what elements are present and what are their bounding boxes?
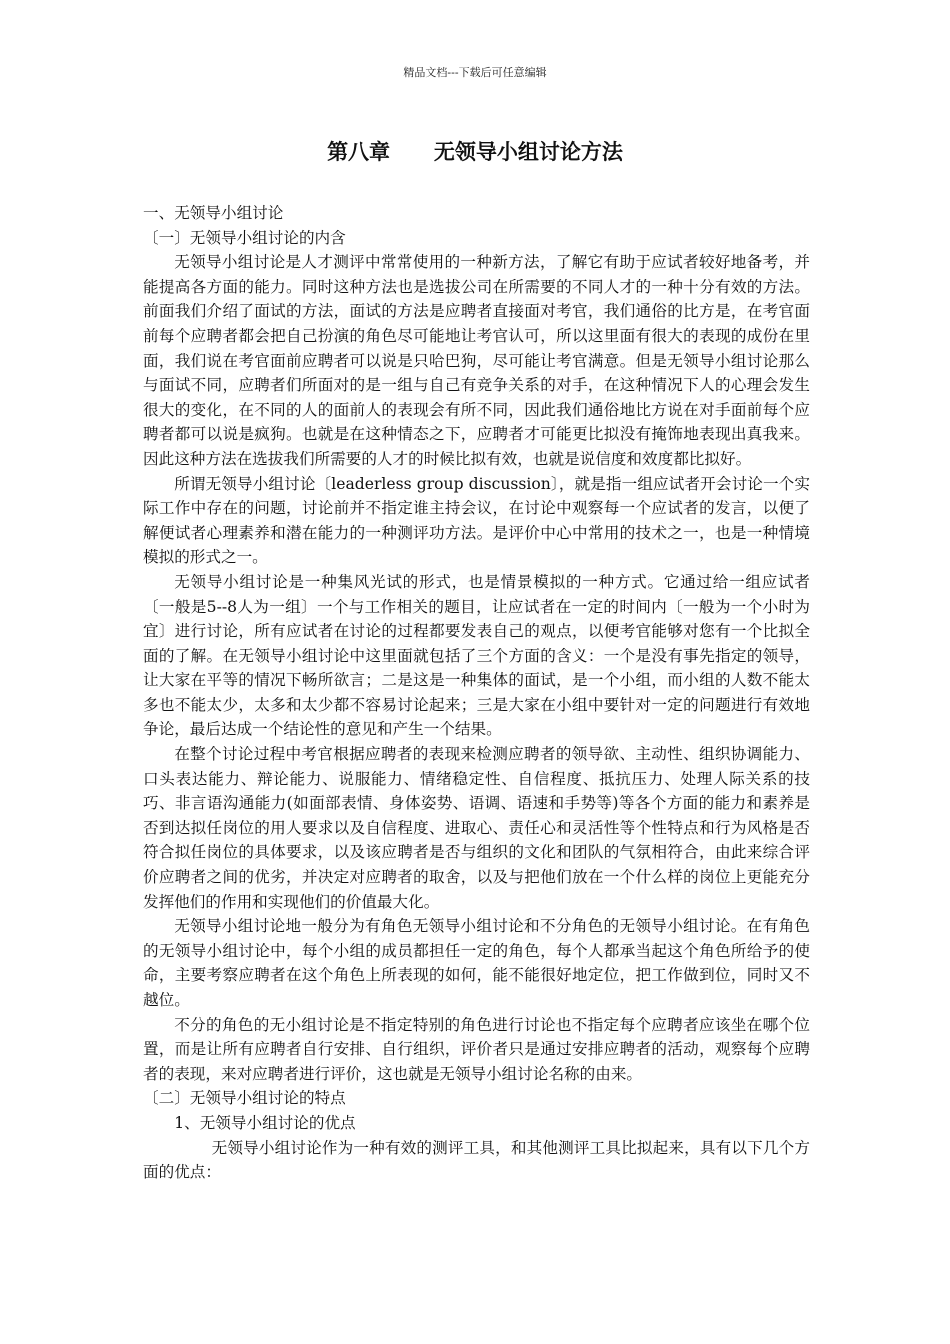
paragraph: 所谓无领导小组讨论〔leaderless group discussion〕，就是指一组应试者开会讨论一个实际工作中存在的问题，讨论前并不指定谁主持会议，在讨论中观察每一个应试者的发言，以便了解便试者心理素养和潜在能力的一种测评功方法。是评价中心中常用的技术之一，也是一种情境模拟的形式之一。	[143, 474, 810, 567]
paragraph: 无领导小组讨论地一般分为有角色无领导小组讨论和不分角色的无领导小组讨论。在有角色的无领导小组讨论中，每个小组的成员都担任一定的角色，每个人都承当起这个角色所给予的使命，主要考察应聘者在这个角色上所表现的如何，能不能很好地定位，把工作做到位，同时又不越位。	[143, 917, 810, 1009]
document-body	[143, 201, 810, 1185]
paragraph: 不分的角色的无小组讨论是不指定特别的角色进行讨论也不指定每个应聘者应该坐在哪个位置，而是让所有应聘者自行安排、自行组织，评价者只是通过安排应聘者的活动，观察每个应聘者的表现，来对应聘者进行评价，这也就是无领导小组讨论名称的由来。	[143, 1015, 810, 1083]
section-heading: 一、无领导小组讨论	[143, 204, 284, 222]
paragraph: 无领导小组讨论是人才测评中常常使用的一种新方法，了解它有助于应试者较好地备考，并能提高各方面的能力。同时这种方法也是选拔公司在所需要的不同人才的一种十分有效的方法。前面我们介绍了面试的方法，面试的方法是应聘者直接面对考官，我们通俗的比方是，在考官面前每个应聘者都会把自己扮演的角色尽可能地让考官认可，所以这里面有很大的表现的成份在里面，我们说在考官面前应聘者可以说是只哈巴狗，尽可能让考官满意。但是无领导小组讨论那么与面试不同，应聘者们所面对的是一组与自己有竞争关系的对手，在这种情况下人的心理会发生很大的变化，在不同的人的面前人的表现会有所不同，因此我们通俗地比方说在对手面前每个应聘者都可以说是疯狗。也就是在这种情态之下，应聘者才可能更比拟没有掩饰地表现出真我来。因此这种方法在选拔我们所需要的人才的时候比拟有效，也就是说信度和效度都比拟好。	[143, 253, 810, 468]
subsection-heading: 〔一〕无领导小组讨论的内含	[143, 228, 346, 247]
subsection-heading: 〔二〕无领导小组讨论的特点	[143, 1089, 346, 1108]
paragraph: 无领导小组讨论是一种集风光试的形式，也是情景模拟的一种方式。它通过给一组应试者〔一般是5--8人为一组〕一个与工作相关的题目，让应试者在一定的时间内〔一般为一个小时为宜〕进行讨论，所有应试者在讨论的过程都要发表自己的观点，以便考官能够对您有一个比拟全面的了解。在无领导小组讨论中这里面就包括了三个方面的含义：一个是没有事先指定的领导，让大家在平等的情况下畅所欲言；二是这是一种集体的面试，是一个小组，而小组的人数不能太多也不能太少，太多和太少都不容易讨论起来；三是大家在小组中要针对一定的问题进行有效地争论，最后达成一个结论性的意见和产生一个结果。	[143, 572, 810, 739]
chapter-title: 第八章 无领导小组讨论方法	[327, 140, 623, 164]
paragraph: 在整个讨论过程中考官根据应聘者的表现来检测应聘者的领导欲、主动性、组织协调能力、口头表达能力、辩论能力、说服能力、情绪稳定性、自信程度、抵抗压力、处理人际关系的技巧、非言语沟通能力(如面部表情、身体姿势、语调、语速和手势等)等各个方面的能力和素养是否到达拟任岗位的用人要求以及自信程度、进取心、责任心和灵活性等个性特点和行为风格是否符合拟任岗位的具体要求，以及该应聘者是否与组织的文化和团队的气氛相符合，由此来综合评价应聘者之间的优劣，并决定对应聘者的取舍，以及与把他们放在一个什么样的岗位上更能充分发挥他们的作用和实现他们的价值最大化。	[143, 745, 810, 911]
sub-heading: 1、无领导小组讨论的优点	[174, 1113, 356, 1132]
paragraph: 无领导小组讨论作为一种有效的测评工具，和其他测评工具比拟起来，具有以下几个方面的优点：	[143, 1138, 810, 1182]
header-note: 精品文档---下载后可任意编辑	[403, 66, 547, 79]
